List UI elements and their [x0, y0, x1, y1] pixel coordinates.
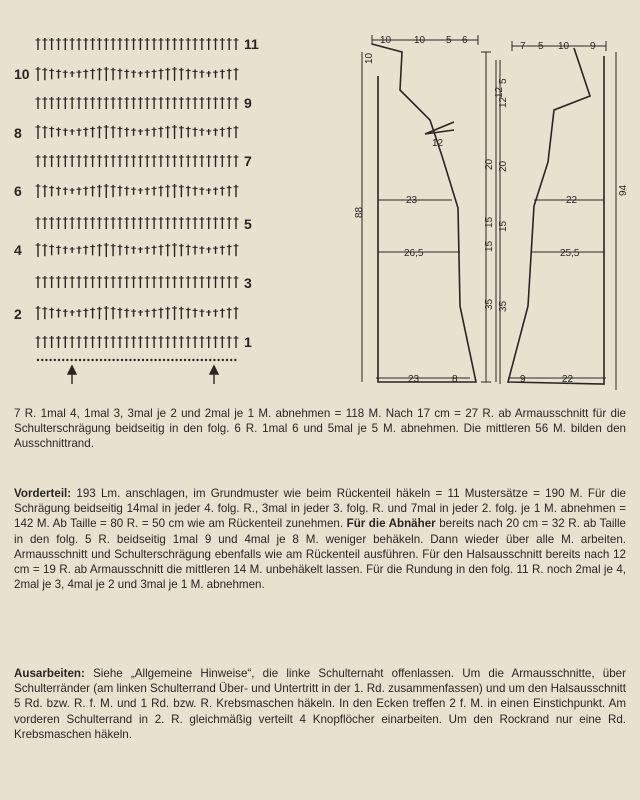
paragraph-1-text: 7 R. 1mal 4, 1mal 3, 3mal je 2 und 2mal je 1 M. abnehmen = 118 M. Nach 17 cm = 27 R. ab Armausschnitt für die Schulterschrägung beidseitig in den folg. 6 R. 1mal 6 und 5mal je 5 M. abnehmen. Die mittleren 56 M. bilden den Ausschnittrand. — [14, 407, 626, 451]
front-bottom-dim-1: 9 — [520, 374, 526, 385]
front-label: Vorderteil: — [14, 487, 72, 500]
front-top-dim-3: 10 — [558, 41, 570, 52]
back-top-dim-2: 10 — [414, 35, 426, 46]
front-width-2: 25,5 — [560, 248, 580, 259]
back-piece-dart — [425, 122, 454, 134]
back-width-2: 26,5 — [404, 248, 424, 259]
row-number-10: 10 — [14, 66, 30, 82]
front-side-dim-35: 35 — [498, 300, 509, 312]
finishing-label: Ausarbeiten: — [14, 667, 85, 680]
row-number-8: 8 — [14, 125, 22, 141]
back-top-dim-3: 5 — [446, 35, 452, 46]
front-side-dim-20: 20 — [498, 160, 509, 172]
row-number-11: 11 — [244, 36, 259, 52]
back-top-dim-4: 6 — [462, 35, 468, 46]
front-side-dim-12: 12 — [498, 96, 509, 108]
row-number-6: 6 — [14, 183, 22, 199]
back-bottom-dim-1: 23 — [408, 374, 420, 385]
back-side-dim-1: 10 — [364, 52, 375, 64]
finishing-text: Siehe „Allgemeine Hinweise“, die linke Schulternaht offenlassen. Um die Armausschnitte, über Schulterränder (am linken Schulterrand Über- und Untertritt in der 1. Rd. zusammenfassen) und um den Halsausschnitt 5 Rd. bzw. R. f. M. und 1 Rd. bzw. R. Krebsmaschen häkeln. In den Ecken treffen 2 f. M. in einen Einstichpunkt. Am vorderen Schulterrand in 2. R. gleichmäßig verteilt 4 Knopflöcher einarbeiten. Um den Rockrand nur eine Rd. Krebsmaschen häkeln. — [14, 667, 626, 741]
back-height-dim: 88 — [354, 206, 365, 218]
row-number-3: 3 — [244, 275, 252, 291]
back-side-dim-20: 20 — [484, 158, 495, 170]
front-side-dim-15: 15 — [498, 220, 509, 232]
back-side-dim-35: 35 — [484, 298, 495, 310]
dart-label: Für die Abnäher — [346, 517, 436, 531]
front-top-dim-4: 9 — [590, 41, 596, 52]
front-text-a: 193 Lm. anschlagen, im Grundmuster wie beim Rückenteil häkeln = 11 Mustersätze = 190 M. Für die Schrägung beidseitig 14mal in jeder 4. folg. R., 3mal in jeder 3. folg. R. und 7mal in jeder 2. folg. je 1 M. abnehmen = 142 M. Ab Taille = 80 R. = 50 cm wie am Rückenteil zunehmen. — [14, 487, 626, 531]
paragraph-back-shaping — [14, 406, 626, 452]
row-number-5: 5 — [244, 216, 252, 232]
back-top-dim-1: 10 — [380, 35, 392, 46]
row-number-7: 7 — [244, 153, 252, 169]
front-top-dim-1: 7 — [520, 41, 526, 52]
back-dart: 12 — [432, 138, 444, 149]
row-number-2: 2 — [14, 306, 22, 322]
back-piece-outline — [372, 44, 476, 382]
row-number-9: 9 — [244, 95, 252, 111]
paragraph-front — [14, 486, 626, 592]
row-number-4: 4 — [14, 242, 22, 258]
front-text-b: bereits nach 20 cm = 32 R. ab Taille in den folg. 5 R. beidseitig 1mal 9 und 4mal je 8 M. weniger behäkeln. Dann wieder über alle M. arbeiten. Armausschnitt und Schulterschrägung ebenfalls wie am Rückenteil ausführen. Für den Halsausschnitt bereits nach 12 cm = 19 R. ab Armausschnitt die mittleren 14 M. unbehäkelt lassen. Für die Rundung in den folg. 11 R. noch 2mal je 4, 2mal je 3, 4mal je 2 und 3mal je 1 M. abnehmen. — [14, 517, 626, 592]
back-width-1: 23 — [406, 195, 418, 206]
front-piece-outline — [508, 48, 604, 384]
front-height-dim: 94 — [618, 184, 629, 196]
back-bottom-dim-2: 8 — [452, 374, 458, 385]
front-top-dim-2: 5 — [538, 41, 544, 52]
back-side-dim-15a: 15 — [484, 216, 495, 228]
front-width-1: 22 — [566, 195, 578, 206]
back-side-dim-12: 12 — [494, 86, 505, 98]
paragraph-finishing — [14, 666, 626, 742]
front-side-dim-5: 5 — [498, 78, 509, 84]
row-number-1: 1 — [244, 334, 252, 350]
front-bottom-dim-2: 22 — [562, 374, 574, 385]
back-side-dim-15b: 15 — [484, 240, 495, 252]
